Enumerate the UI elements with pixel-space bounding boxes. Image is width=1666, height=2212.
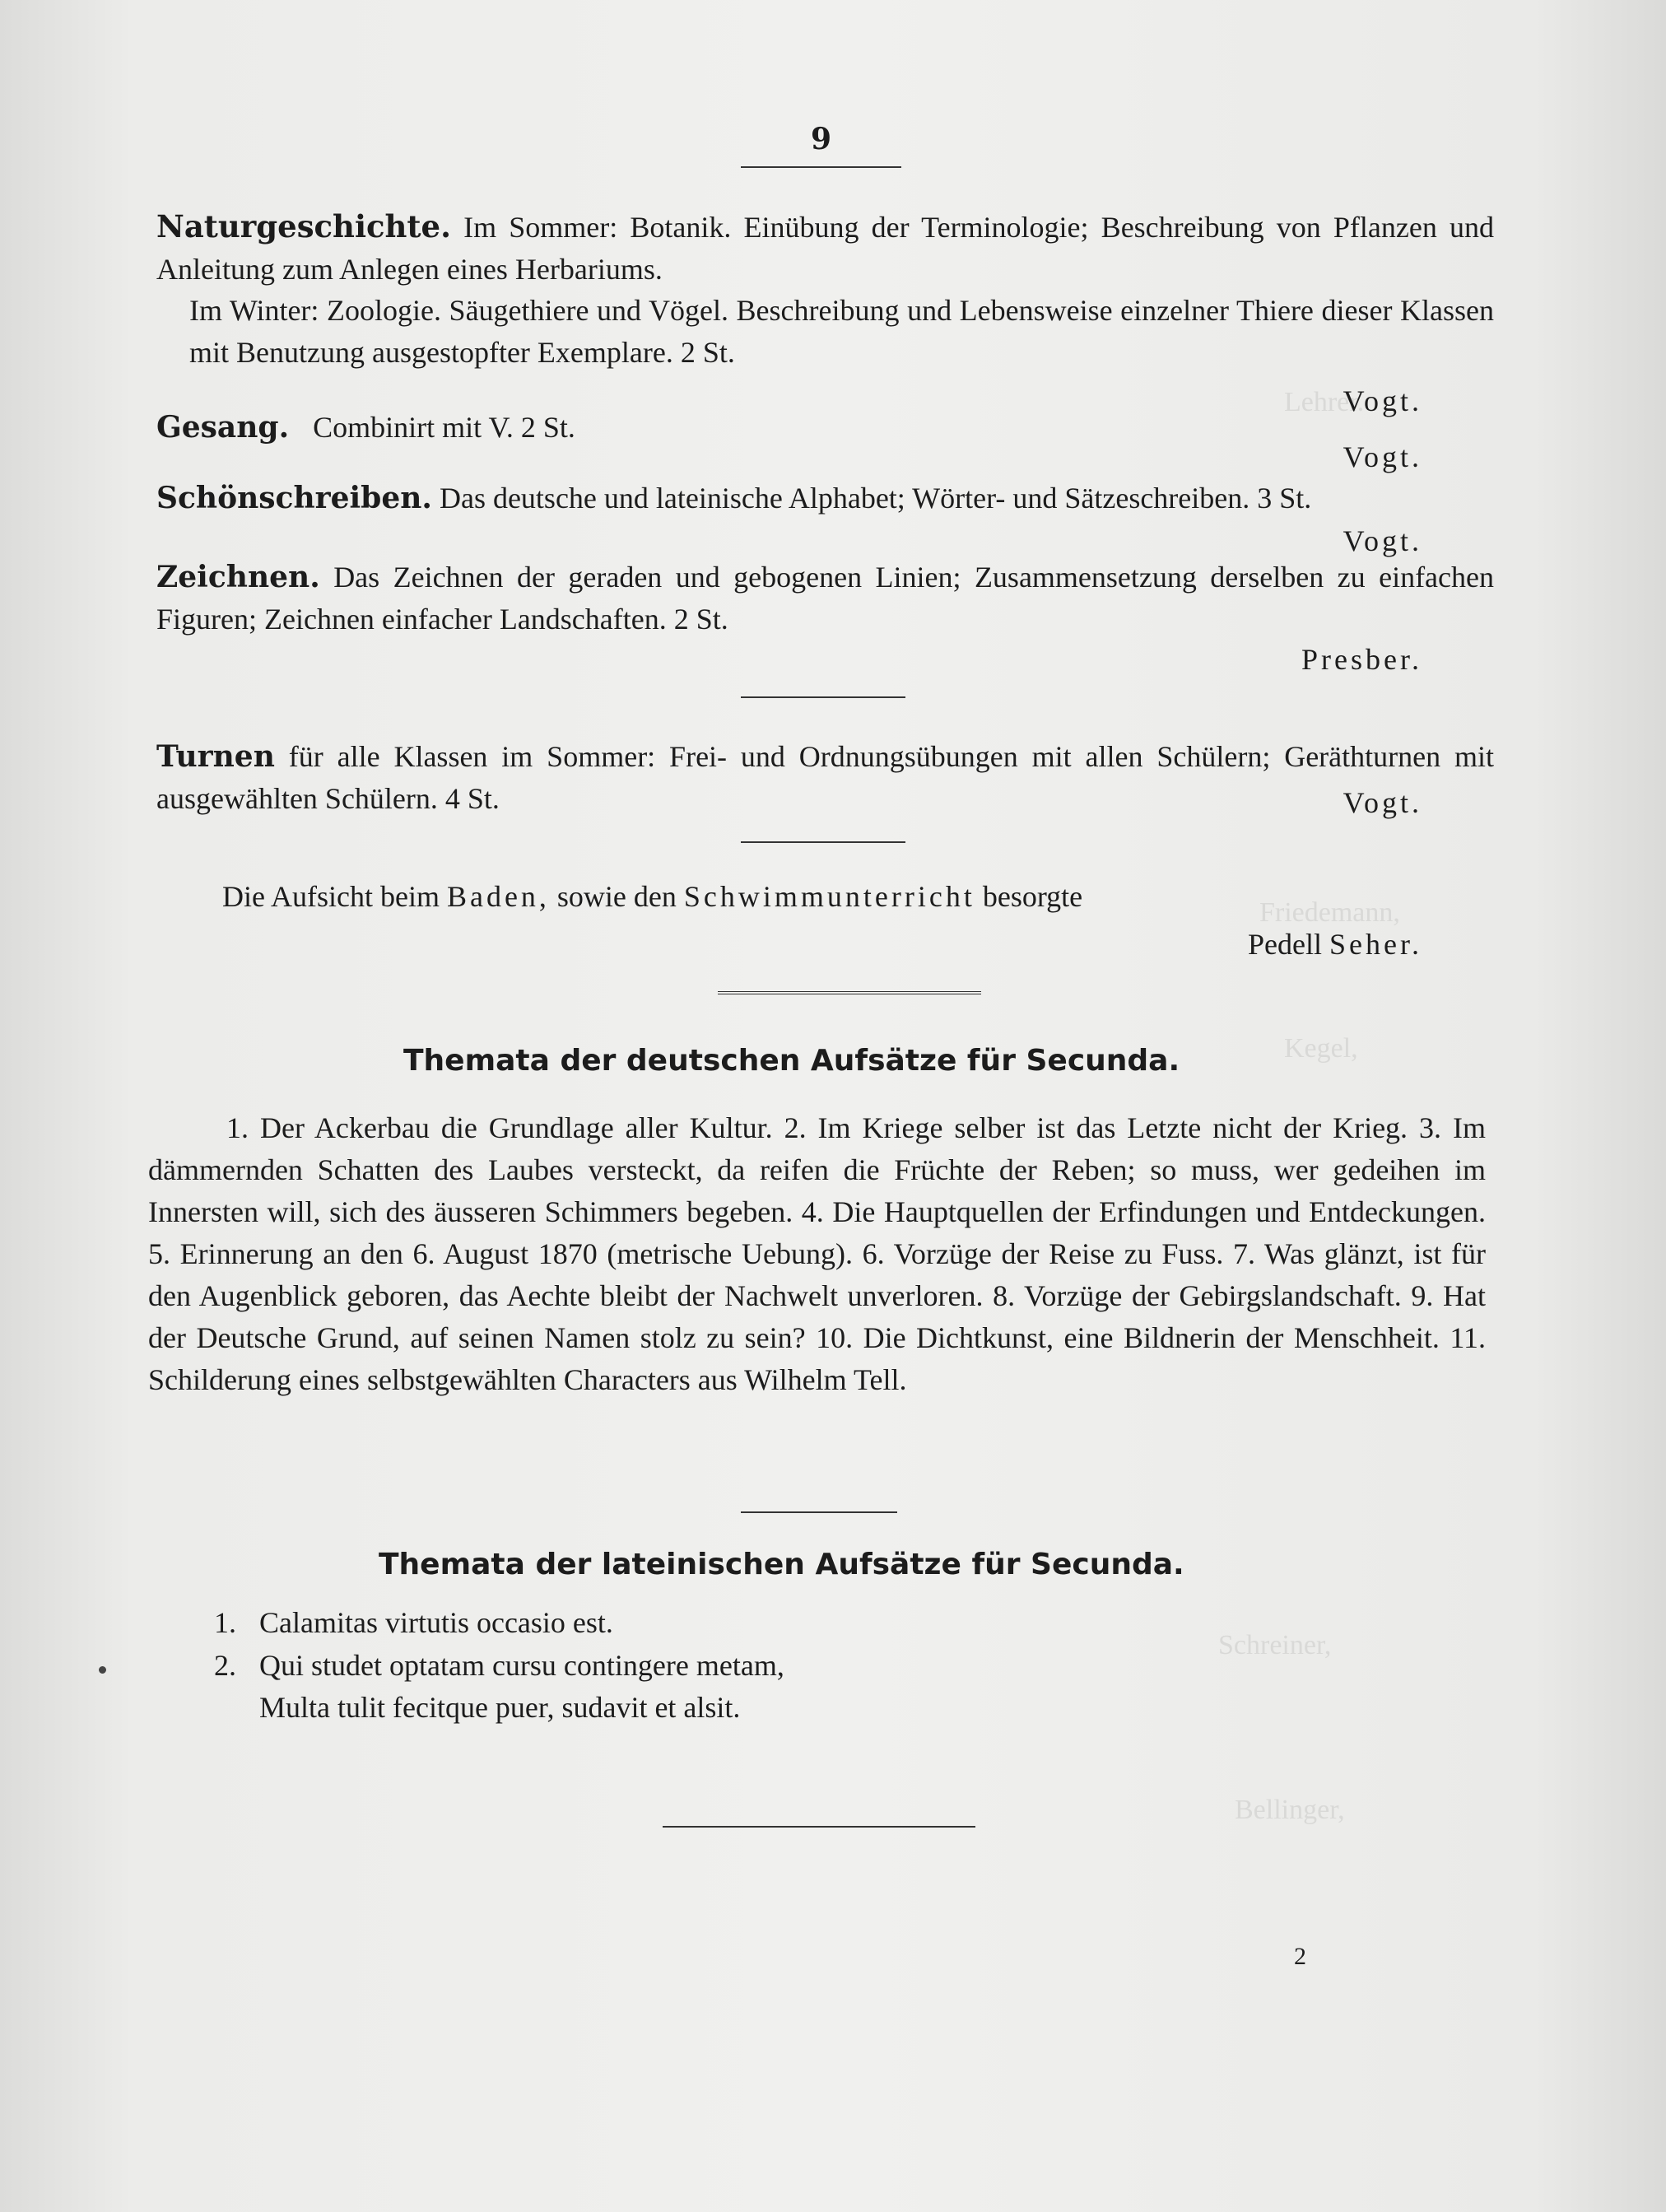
header-rule [741, 166, 901, 168]
teacher-name: Vogt. [1343, 786, 1422, 819]
section-text: Im Winter: Zoologie. Säugethiere und Vögel. Beschreibung und Lebensweise einzelner Thiere dieser Klassen mit Benutzung ausgestopfter Exemplare. 2 St. [189, 294, 1494, 369]
german-topics-heading: Themata der deutschen Aufsätze für Secunda. [403, 1044, 1180, 1078]
german-topics: 1. Der Ackerbau die Grundlage aller Kultur. 2. Im Kriege selber ist das Letzte nicht der Krieg. 3. Im dämmernden Schatten des Laubes versteckt, da reifen die Früchte der Reben; so muss, wer gedeihen im Innersten will, sich des äusseren Schimmers begeben. 4. Die Hauptquellen der Erfindungen und Entdeckungen. 5. Erinnerung an den 6. August 1870 (metrische Uebung). 6. Vorzüge der Reise zu Fuss. 7. Was glänzt, ist für den Augenblick geboren, das Aechte bleibt der Nachwelt unverloren. 8. Vorzüge der Gebirgslandschaft. 9. Hat der Deutsche Grund, auf seinen Namen stolz zu sein? 10. Die Dichtkunst, eine Bildnerin der Menschheit. 11. Schilderung eines selbstgewählten Characters aus Wilhelm Tell. [148, 1111, 1486, 1396]
aufsicht-text: sowie den [556, 880, 677, 913]
bleed-through-text: Friedemann, [1259, 897, 1400, 928]
section-text: Im Sommer: Botanik. Einübung der Terminologie; Beschreibung von Pflanzen und Anleitung zum Anlegen eines Herbariums. [156, 211, 1495, 286]
latin-topics-heading: Themata der lateinischen Aufsätze für Secunda. [379, 1548, 1184, 1581]
aufsicht-baden: Baden, [446, 880, 550, 913]
section-text: für alle Klassen im Sommer: Frei- und Ordnungsübungen mit allen Schülern; Geräthturnen mit ausgewählten Schülern. 4 St. [156, 740, 1494, 815]
section-naturgeschichte [156, 206, 1494, 291]
topic-text: Calamitas virtutis occasio est. [259, 1606, 613, 1639]
section-title: Naturgeschichte. [156, 208, 451, 244]
section-naturgeschichte-winter [189, 290, 1494, 374]
section-text: Das deutsche und lateinische Alphabet; Wörter- und Sätzeschreiben. 3 St. [439, 482, 1312, 515]
closing-rule [663, 1826, 975, 1828]
teacher-name: Presber. [1301, 643, 1422, 676]
ink-speck [99, 1666, 106, 1674]
aufsicht-schwimmunterricht: Schwimmunterricht [683, 880, 975, 913]
page-number: 9 [811, 122, 832, 156]
section-turnen [156, 736, 1494, 820]
bleed-through-text: Bellinger, [1235, 1795, 1345, 1825]
section-divider [741, 696, 905, 698]
topic-text: Qui studet optatam cursu contingere metam, [259, 1649, 784, 1682]
signature-mark: 2 [1294, 1943, 1306, 1970]
topic-number: 1. [214, 1606, 236, 1639]
latin-topic-item [214, 1602, 613, 1644]
aufsicht-line [222, 876, 1082, 918]
section-gesang [156, 407, 575, 449]
section-title: Schönschreiben. [156, 481, 432, 515]
section-divider [741, 1511, 897, 1513]
section-divider [741, 841, 905, 843]
section-title: Turnen [156, 739, 275, 774]
bleed-through-text: Lehrer. [1284, 387, 1365, 417]
latin-topic-item [214, 1645, 784, 1729]
section-title: Zeichnen. [156, 560, 320, 594]
teacher-name: Vogt. [1343, 384, 1422, 417]
double-divider [718, 991, 981, 994]
section-text: Das Zeichnen der geraden und gebogenen Linien; Zusammensetzung derselben zu einfachen Figuren; Zeichnen einfacher Landschaften. 2 St. [156, 561, 1494, 636]
pedell-name: Seher. [1329, 928, 1422, 961]
section-schoenschreiben [156, 477, 1494, 519]
section-text: Combinirt mit V. 2 St. [313, 411, 575, 444]
aufsicht-text: besorgte [982, 880, 1083, 913]
section-zeichnen [156, 556, 1494, 640]
pedell-title: Pedell [1248, 928, 1323, 961]
teacher-name: Vogt. [1343, 524, 1422, 557]
aufsicht-text: Die Aufsicht beim [222, 880, 440, 913]
section-title: Gesang. [156, 410, 290, 445]
topic-text-continued: Multa tulit fecitque puer, sudavit et alsit. [259, 1691, 741, 1724]
pedell-line [1248, 924, 1422, 966]
teacher-name: Vogt. [1343, 440, 1422, 473]
bleed-through-text: Kegel, [1284, 1033, 1358, 1064]
bleed-through-text: Schreiner, [1218, 1630, 1332, 1660]
topic-number: 2. [214, 1649, 236, 1682]
